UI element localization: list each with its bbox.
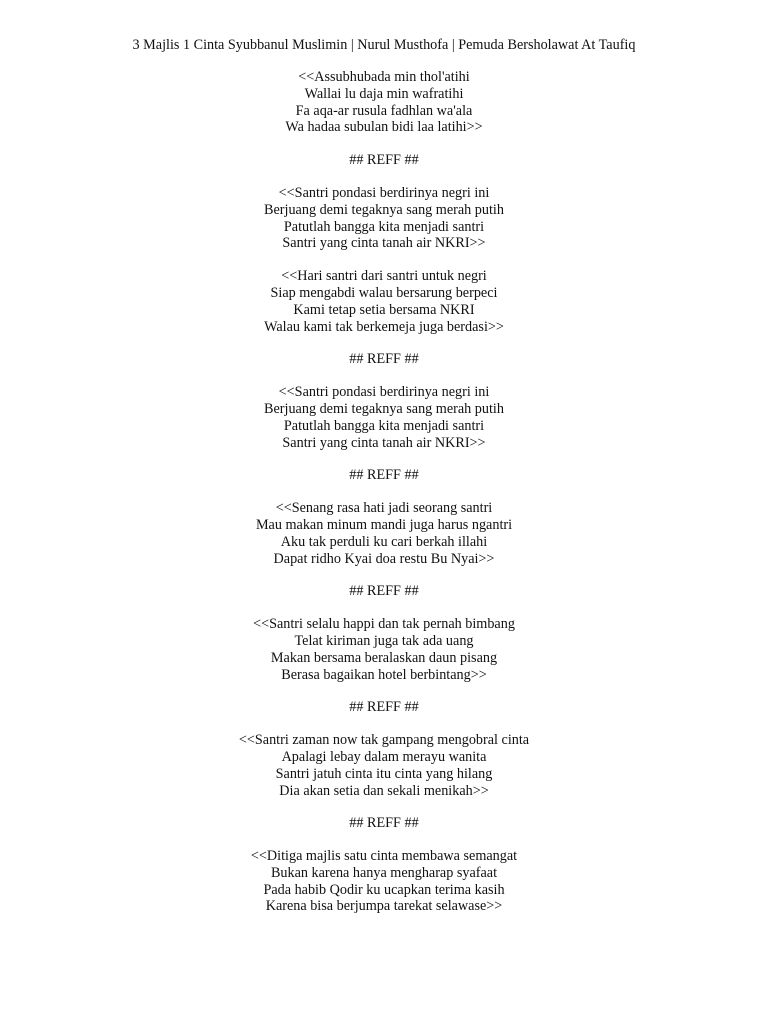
lyric-stanza — [0, 268, 768, 335]
reff-marker: ## REFF ## — [349, 699, 419, 716]
lyric-line: <<Assubhubada min thol'atihi — [298, 69, 470, 85]
lyric-stanza — [0, 616, 768, 683]
reff-marker: ## REFF ## — [349, 351, 419, 368]
lyric-line: Siap mengabdi walau bersarung berpeci — [270, 284, 498, 301]
lyric-line: Telat kiriman juga tak ada uang — [294, 632, 474, 649]
reff-marker: ## REFF ## — [349, 815, 419, 832]
lyric-line: Mau makan minum mandi juga harus ngantri — [255, 516, 513, 533]
lyric-line: Patutlah bangga kita menjadi santri — [283, 417, 485, 434]
lyric-stanza — [0, 500, 768, 567]
lyric-line: <<Senang rasa hati jadi seorang santri — [275, 500, 493, 517]
lyric-line: Kami tetap setia bersama NKRI — [293, 301, 475, 318]
lyric-stanza — [0, 384, 768, 451]
lyric-line: Walau kami tak berkemeja juga berdasi>> — [264, 318, 504, 335]
lyric-line: Santri yang cinta tanah air NKRI>> — [282, 235, 486, 252]
lyric-line: Fa aqa-ar rusula fadhlan wa'ala — [295, 102, 473, 119]
reff-marker: ## REFF ## — [349, 467, 419, 484]
lyric-stanza — [0, 69, 768, 136]
lyric-line: <<Santri selalu happi dan tak pernah bimbang — [253, 616, 515, 633]
lyric-line: <<Ditiga majlis satu cinta membawa semangat — [250, 848, 518, 865]
lyric-line: Bukan karena hanya mengharap syafaat — [270, 864, 498, 881]
lyric-line: Santri jatuh cinta itu cinta yang hilang — [275, 765, 493, 782]
lyric-line: <<Santri pondasi berdirinya negri ini — [278, 384, 490, 401]
lyric-line: Berjuang demi tegaknya sang merah putih — [264, 400, 504, 417]
lyric-line: Apalagi lebay dalam merayu wanita — [281, 748, 487, 765]
lyric-line: <<Hari santri dari santri untuk negri — [281, 268, 487, 285]
document-title: 3 Majlis 1 Cinta Syubbanul Muslimin | Nurul Musthofa | Pemuda Bersholawat At Taufiq — [132, 37, 636, 53]
reff-marker: ## REFF ## — [349, 152, 419, 169]
lyric-line: Dia akan setia dan sekali menikah>> — [279, 782, 489, 799]
lyric-line: Wa hadaa subulan bidi laa latihi>> — [285, 119, 483, 136]
lyric-line: <<Santri zaman now tak gampang mengobral cinta — [238, 732, 530, 749]
lyric-line: Berasa bagaikan hotel berbintang>> — [281, 666, 487, 683]
lyric-line: Patutlah bangga kita menjadi santri — [283, 218, 485, 235]
lyric-stanza — [0, 732, 768, 799]
lyric-line: Aku tak perduli ku cari berkah illahi — [280, 533, 488, 550]
lyric-line: Karena bisa berjumpa tarekat selawase>> — [265, 898, 503, 915]
lyric-line: Pada habib Qodir ku ucapkan terima kasih — [263, 881, 505, 898]
lyric-line: <<Santri pondasi berdirinya negri ini — [278, 184, 490, 201]
reff-marker: ## REFF ## — [349, 583, 419, 600]
lyric-line: Santri yang cinta tanah air NKRI>> — [282, 434, 486, 451]
lyric-stanza — [0, 848, 768, 915]
lyric-line: Dapat ridho Kyai doa restu Bu Nyai>> — [273, 550, 495, 567]
lyrics-body — [0, 69, 768, 915]
lyric-line: Berjuang demi tegaknya sang merah putih — [264, 201, 504, 218]
lyric-stanza — [0, 185, 768, 252]
lyric-line: Makan bersama beralaskan daun pisang — [270, 649, 498, 666]
lyric-line: Wallai lu daja min wafratihi — [304, 85, 464, 102]
